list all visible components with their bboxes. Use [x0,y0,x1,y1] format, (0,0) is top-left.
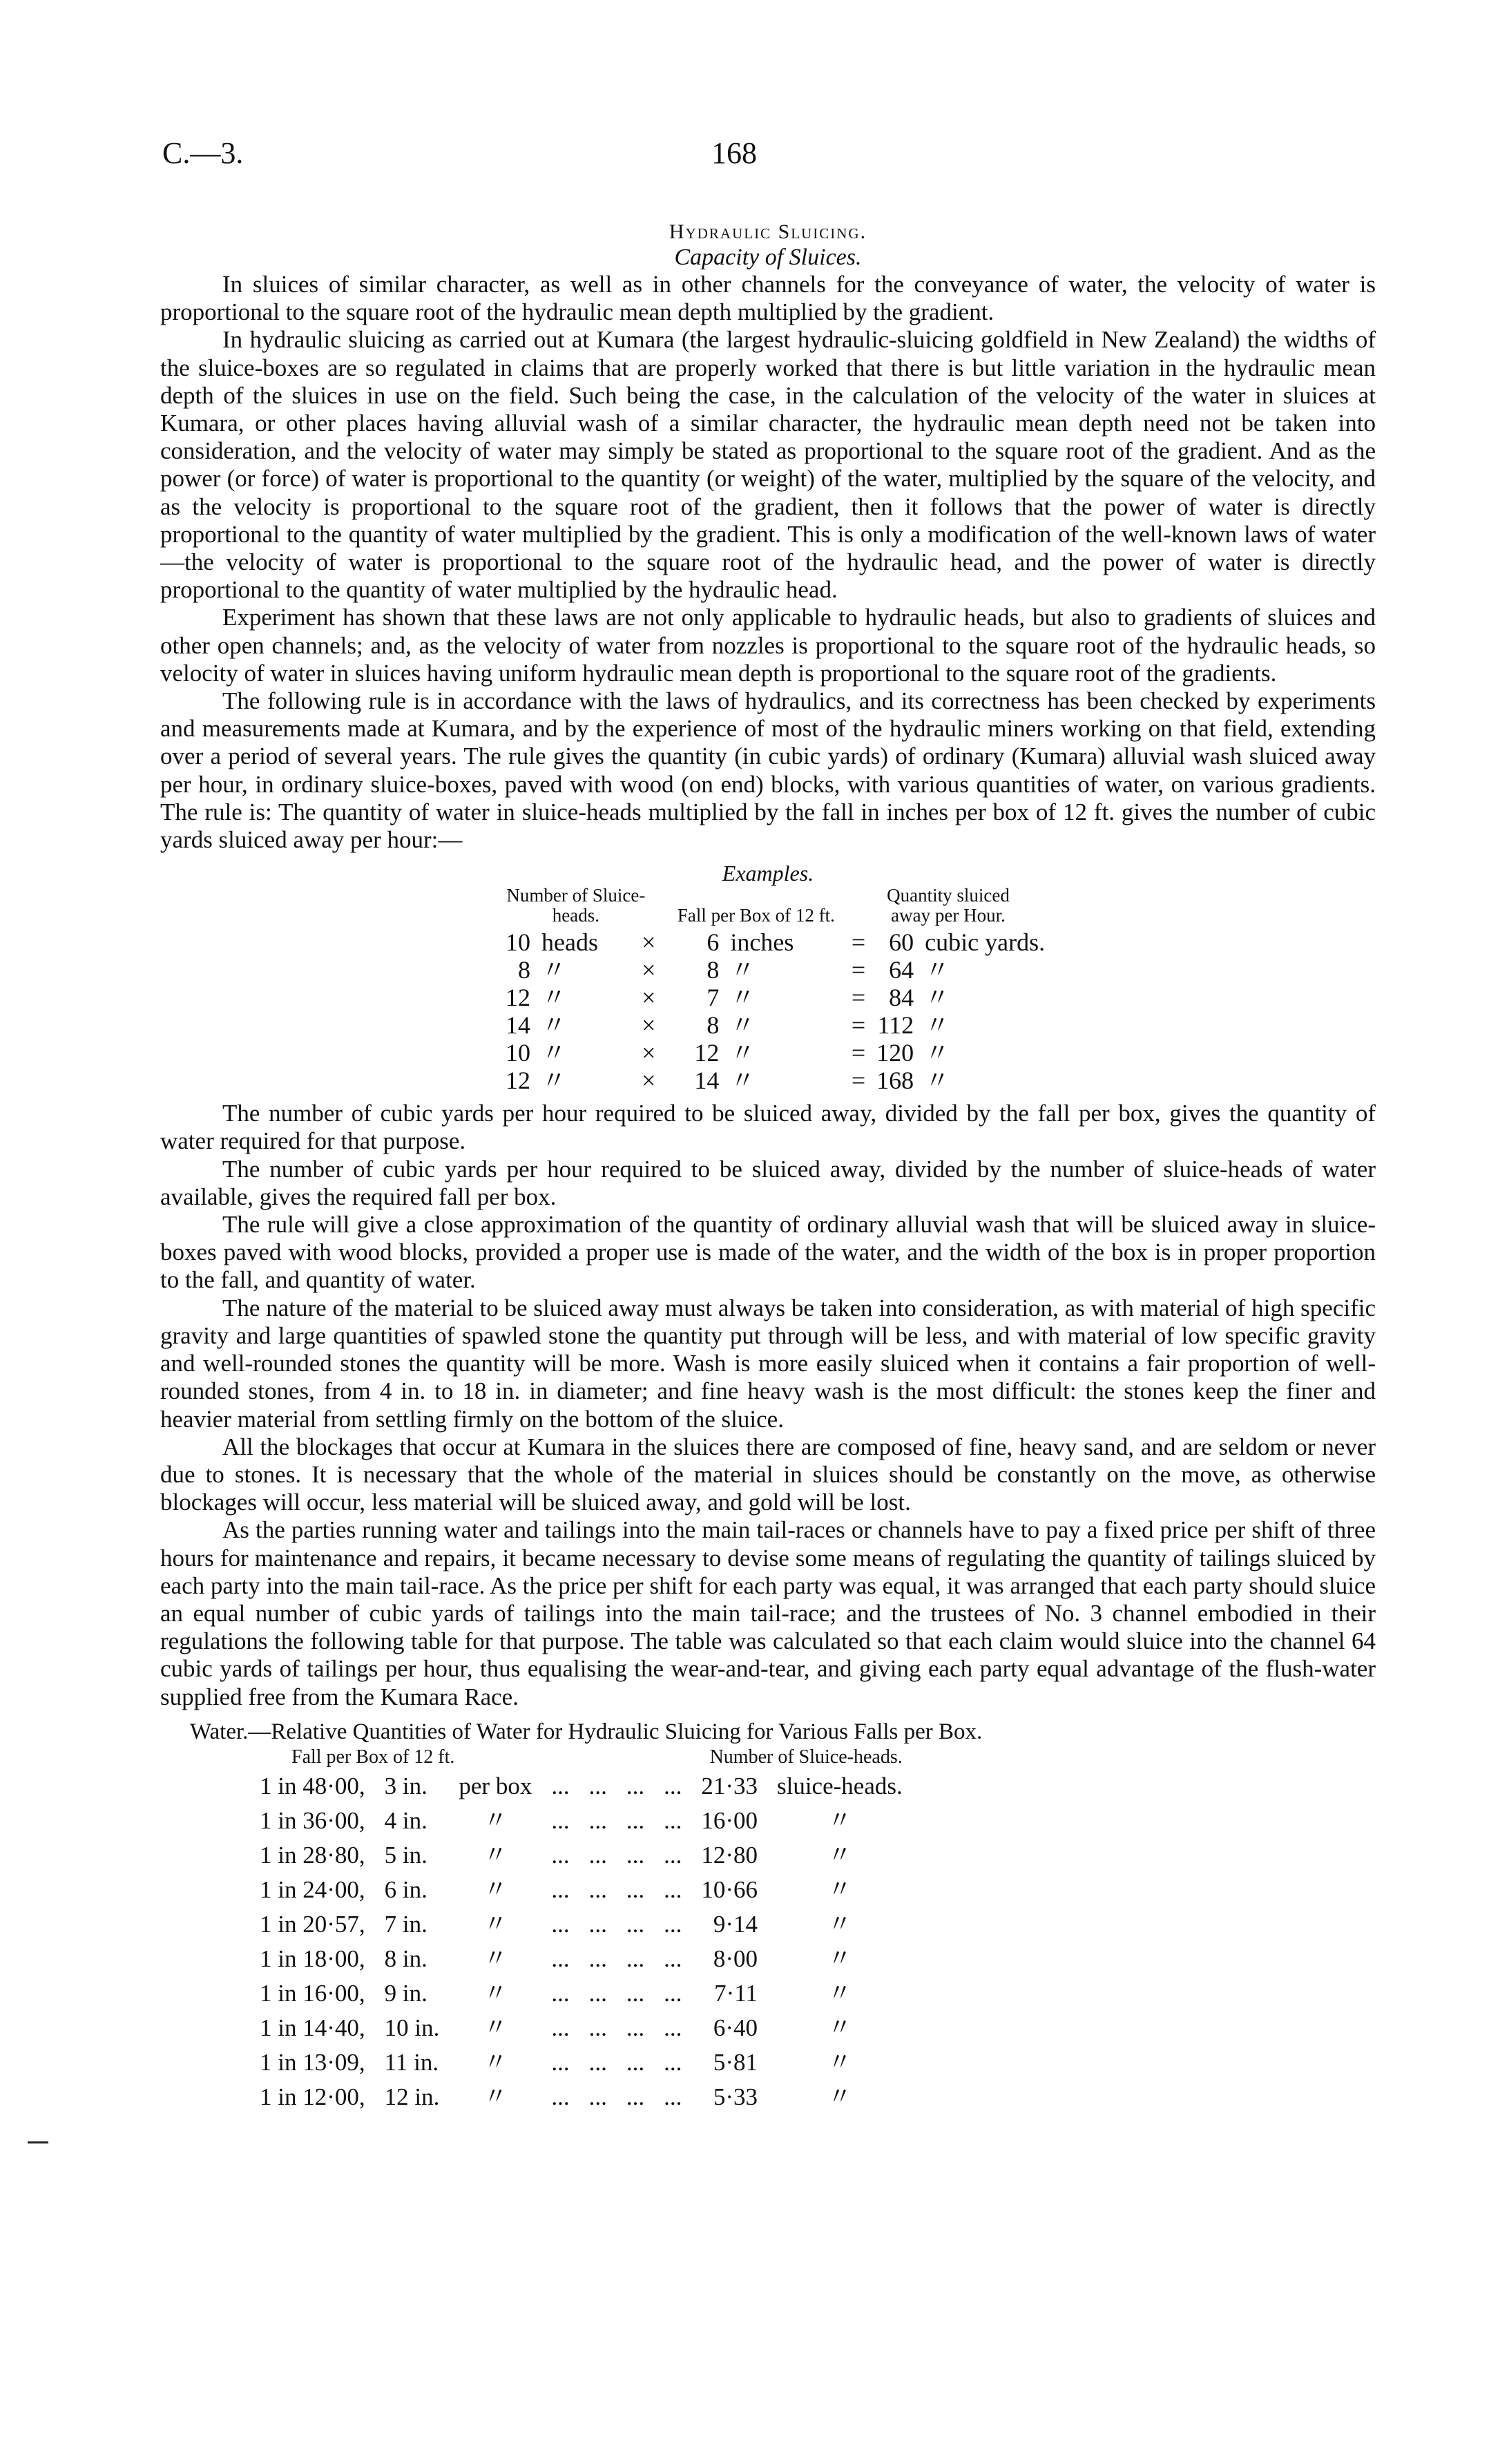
example-eq: = [851,1039,866,1067]
water-value: 12·80 [701,1841,758,1869]
section-subtitle: Capacity of Sluices. [674,245,862,270]
dot-leader: ... [664,1945,682,1972]
water-ratio: 1 in 36·00, [260,1806,365,1834]
example-qty: 112 [877,1011,914,1040]
example-fall: 6 [707,928,720,957]
example-fall: 8 [707,956,720,984]
water-table-title: Water.—Relative Quantities of Water for Hydraulic Sluicing for Various Falls per Box. [190,1719,983,1744]
example-row [486,984,1050,1011]
water-per: 〃 [483,1841,508,1869]
example-fu: inches [730,928,794,957]
water-inches: 5 in. [384,1841,427,1869]
paragraph: The number of cubic yards per hour required to be sluiced away, divided by the fall per box, gives the quantity of water required for that purpose. [160,1100,1376,1155]
examples-header-heads: Number of Sluice-heads. [506,885,646,926]
water-ratio: 1 in 14·40, [260,2014,365,2041]
example-qty: 60 [889,928,914,957]
example-qty: 168 [876,1067,914,1095]
water-per: 〃 [483,2014,508,2041]
dot-leader: ... [626,1910,645,1938]
dot-leader: ... [588,2083,607,2110]
example-times: × [642,956,656,984]
dot-leader: ... [588,1945,607,1972]
water-unit: 〃 [827,1875,852,1903]
example-fall: 8 [707,1011,720,1040]
document-page [160,135,1376,2114]
water-inches: 6 in. [384,1875,427,1903]
dot-leader: ... [626,1806,645,1834]
examples-header-fall: Fall per Box of 12 ft. [677,905,835,926]
example-row [486,956,1050,984]
water-inches: 7 in. [384,1910,427,1938]
example-eq: = [851,1067,866,1095]
water-unit: 〃 [827,1910,852,1938]
water-row [250,1873,912,1907]
dot-leader: ... [551,2083,570,2110]
dot-leader: ... [551,1945,570,1972]
water-per: 〃 [483,1806,508,1834]
dot-leader: ... [664,1979,682,2007]
water-unit: sluice-heads. [776,1772,903,1799]
water-value: 5·33 [713,2083,758,2110]
dot-leader: ... [551,1772,570,1799]
example-eq: = [851,1011,866,1040]
water-inches: 9 in. [384,1979,427,2007]
example-heads: 10 [506,928,530,957]
example-fu: 〃 [730,1067,756,1095]
body-text-b [160,1100,1376,1710]
water-row [250,1769,912,1804]
example-row [486,1039,1050,1067]
water-row [250,1976,912,2011]
example-fall: 12 [694,1039,720,1067]
water-ratio: 1 in 28·80, [260,1841,365,1869]
water-ratio: 1 in 20·57, [260,1910,365,1938]
example-row [486,928,1050,956]
water-inches: 4 in. [384,1806,427,1834]
dot-leader: ... [588,1772,607,1799]
water-row [250,2045,912,2080]
dot-leader: ... [626,1875,645,1903]
example-heads: 12 [506,1067,530,1095]
example-qu: 〃 [925,1039,950,1067]
example-fall: 7 [707,984,720,1012]
dot-leader: ... [664,2083,682,2110]
paragraph: All the blockages that occur at Kumara in the sluices there are composed of fine, heavy sand, and are seldom or never due to stones. It is necessary that the whole of the material in sluices should be constantly on the move, as otherwise blockages will occur, less material will be sluiced away, and gold will be lost. [160,1433,1376,1516]
example-qty: 84 [889,984,914,1012]
water-ratio: 1 in 18·00, [260,1945,365,1972]
water-per: 〃 [483,2048,508,2076]
water-header-fall: Fall per Box of 12 ft. [291,1746,455,1768]
page-header [160,135,1376,177]
example-fu: 〃 [730,1011,756,1040]
dot-leader: ... [551,1910,570,1938]
example-hu: 〃 [541,984,567,1012]
water-inches: 10 in. [384,2014,440,2041]
water-value: 5·81 [713,2048,758,2076]
example-fu: 〃 [730,956,756,984]
water-per: 〃 [483,2083,508,2110]
example-hu: 〃 [541,1011,567,1040]
examples-header-quantity: Quantity sluiced away per Hour. [887,885,1010,926]
dot-leader: ... [664,1841,682,1869]
water-unit: 〃 [827,1979,852,2007]
water-inches: 11 in. [384,2048,439,2076]
water-header-row [250,1746,912,1769]
example-hu: heads [541,928,598,957]
example-heads: 12 [506,984,530,1012]
dot-leader: ... [626,1945,645,1972]
example-times: × [642,1067,656,1095]
water-unit: 〃 [827,1806,852,1834]
water-row [250,2080,912,2114]
water-ratio: 1 in 24·00, [260,1875,365,1903]
water-value: 16·00 [701,1806,758,1834]
water-ratio: 1 in 13·09, [260,2048,365,2076]
dot-leader: ... [626,2014,645,2041]
water-value: 7·11 [714,1979,758,2007]
water-row [250,1838,912,1873]
water-inches: 12 in. [384,2083,440,2110]
examples-title: Examples. [722,861,814,886]
dot-leader: ... [626,1841,645,1869]
dot-leader: ... [551,1841,570,1869]
example-times: × [642,928,656,957]
body-text-a [160,271,1376,854]
water-inches: 3 in. [384,1772,427,1799]
paragraph: In sluices of similar character, as well as in other channels for the conveyance of water, the velocity of water is proportional to the square root of the hydraulic mean depth multiplied by the gradient. [160,271,1376,326]
water-value: 8·00 [713,1945,758,1972]
dot-leader: ... [664,1910,682,1938]
dot-leader: ... [626,1979,645,2007]
dot-leader: ... [588,1806,607,1834]
example-qty: 120 [876,1039,914,1067]
water-header-heads: Number of Sluice-heads. [709,1746,903,1768]
water-per: 〃 [483,1979,508,2007]
page-number: 168 [711,136,757,170]
water-value: 9·14 [713,1910,758,1938]
dot-leader: ... [664,1772,682,1799]
water-ratio: 1 in 48·00, [260,1772,365,1799]
paragraph: The nature of the material to be sluiced away must always be taken into consideration, as with material of high specific gravity and large quantities of spawled stone the quantity put through will be less, and with material of low specific gravity and well-rounded stones the quantity will be more. Wash is more easily sluiced when it contains a fair proportion of well-rounded stones, from 4 in. to 18 in. in diameter; and fine heavy wash is the most difficult: the stones keep the finer and heavier material from settling firmly on the bottom of the sluice. [160,1294,1376,1433]
dot-leader: ... [551,1806,570,1834]
example-times: × [642,1039,656,1067]
water-row [250,2011,912,2045]
paragraph: The rule will give a close approximation of the quantity of ordinary alluvial wash that will be sluiced away in sluice-boxes paved with wood blocks, provided a proper use is made of the water, and the width of the box is in proper proportion to the fall, and quantity of water. [160,1211,1376,1294]
water-ratio: 1 in 16·00, [260,1979,365,2007]
dot-leader: ... [588,1979,607,2007]
dot-leader: ... [664,2048,682,2076]
example-qu: 〃 [925,956,950,984]
water-inches: 8 in. [384,1945,427,1972]
water-per: 〃 [483,1875,508,1903]
dot-leader: ... [588,1875,607,1903]
example-eq: = [851,956,866,984]
example-qty: 64 [889,956,914,984]
example-fall: 14 [694,1067,720,1095]
water-row [250,1942,912,1976]
dot-leader: ... [664,1806,682,1834]
example-fu: 〃 [730,984,756,1012]
dot-leader: ... [588,2014,607,2041]
paragraph: As the parties running water and tailings into the main tail-races or channels have to pay a fixed price per shift of three hours for maintenance and repairs, it became necessary to devise some means of regulating the quantity of tailings sluiced by each party into the main tail-race. As the price per shift for each party was equal, it was arranged that each party should sluice an equal number of cubic yards of tailings into the main tail-race; and the trustees of No. 3 channel embodied in their regulations the following table for that purpose. The table was calculated so that each claim would sluice into the channel 64 cubic yards of tailings per hour, thus equalising the wear-and-tear, and giving each party equal advantage of the flush-water supplied free from the Kumara Race. [160,1516,1376,1710]
water-unit: 〃 [827,2048,852,2076]
dot-leader: ... [588,1910,607,1938]
example-hu: 〃 [541,1067,567,1095]
water-unit: 〃 [827,1841,852,1869]
example-heads: 10 [506,1039,530,1067]
example-row [486,1067,1050,1094]
dot-leader: ... [551,2048,570,2076]
dot-leader: ... [664,1875,682,1903]
example-row [486,1011,1050,1039]
paragraph: The number of cubic yards per hour required to be sluiced away, divided by the number of sluice-heads of water available, gives the required fall per box. [160,1155,1376,1210]
section-title: Hydraulic Sluicing. [669,220,867,243]
paragraph: In hydraulic sluicing as carried out at Kumara (the largest hydraulic-sluicing goldfield in New Zealand) the widths of the sluice-boxes are so regulated in claims that are properly worked that there is but little variation in the hydraulic mean depth of the sluices in use on the field. Such being the case, in the calculation of the velocity of the water in sluices at Kumara, or other places having alluvial wash of a similar character, the hydraulic mean depth need not be taken into consideration, and the velocity of water may simply be stated as proportional to the square root of the gradient. And as the power (or force) of water is proportional to the quantity (or weight) of the water, multiplied by the square of the velocity, and as the velocity is proportional to the square root of the gradient, then it follows that the power of water is directly proportional to the quantity of water multiplied by the gradient. This is only a modification of the well-known laws of water—the velocity of water is proportional to the square root of the hydraulic head, and the power of water is directly proportional to the quantity of water multiplied by the hydraulic head. [160,326,1376,604]
examples-table [486,886,1050,1094]
example-eq: = [851,984,866,1012]
example-qu: cubic yards. [925,928,1046,957]
dot-leader: ... [551,2014,570,2041]
example-qu: 〃 [925,1067,950,1095]
example-heads: 8 [518,956,530,984]
water-unit: 〃 [827,1945,852,1972]
water-row [250,1907,912,1942]
example-eq: = [851,928,866,957]
water-value: 6·40 [713,2014,758,2041]
examples-header-row [486,886,1050,928]
dot-leader: ... [551,1979,570,2007]
water-per: 〃 [483,1945,508,1972]
water-value: 21·33 [701,1772,758,1799]
water-per: per box [459,1772,532,1799]
margin-mark [28,2141,48,2143]
dot-leader: ... [664,2014,682,2041]
example-times: × [642,1011,656,1040]
water-unit: 〃 [827,2083,852,2110]
dot-leader: ... [626,2048,645,2076]
dot-leader: ... [588,2048,607,2076]
example-hu: 〃 [541,1039,567,1067]
water-per: 〃 [483,1910,508,1938]
example-fu: 〃 [730,1039,756,1067]
example-hu: 〃 [541,956,567,984]
water-ratio: 1 in 12·00, [260,2083,365,2110]
paragraph: Experiment has shown that these laws are not only applicable to hydraulic heads, but also to gradients of sluices and other open channels; and, as the velocity of water from nozzles is proportional to the square root of the hydraulic heads, so velocity of water in sluices having uniform hydraulic mean depth is proportional to the square root of the gradients. [160,604,1376,687]
example-qu: 〃 [925,984,950,1012]
document-reference: C.—3. [162,136,244,170]
water-unit: 〃 [827,2014,852,2041]
dot-leader: ... [551,1875,570,1903]
dot-leader: ... [626,1772,645,1799]
water-table [250,1746,912,2114]
paragraph: The following rule is in accordance with the laws of hydraulics, and its correctness has been checked by experiments and measurements made at Kumara, and by the experience of most of the hydraulic miners working on that field, extending over a period of several years. The rule gives the quantity (in cubic yards) of ordinary (Kumara) alluvial wash sluiced away per hour, in ordinary sluice-boxes, paved with wood (on end) blocks, with various quantities of water, on various gradients. The rule is: The quantity of water in sluice-heads multiplied by the fall in inches per box of 12 ft. gives the number of cubic yards sluiced away per hour:— [160,687,1376,854]
dot-leader: ... [626,2083,645,2110]
dot-leader: ... [588,1841,607,1869]
water-value: 10·66 [701,1875,758,1903]
example-qu: 〃 [925,1011,950,1040]
example-times: × [642,984,656,1012]
example-heads: 14 [506,1011,530,1040]
water-row [250,1804,912,1838]
